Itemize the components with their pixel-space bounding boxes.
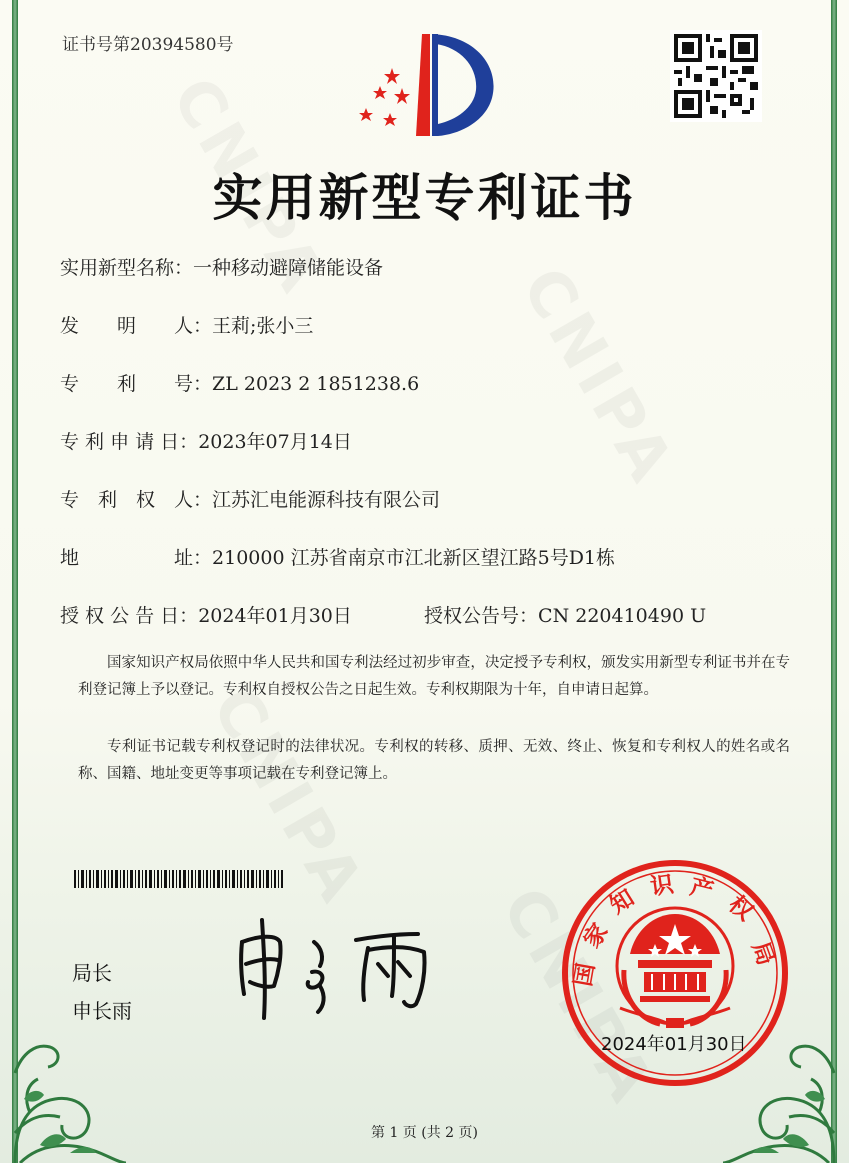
- field-grant-number: [424, 601, 706, 628]
- certificate-number: 证书号第20394580号: [62, 35, 234, 55]
- inventor-sep: ：: [193, 315, 213, 337]
- director-title: 局长: [72, 961, 112, 985]
- director-name: 申长雨: [72, 999, 132, 1023]
- model-name-label: 实用新型名称: [60, 257, 175, 279]
- svg-text:产: 产: [687, 873, 716, 905]
- field-filing-date: [60, 427, 352, 454]
- paragraph-legal-status: 专利证书记载专利权登记时的法律状况。专利权的转移、质押、无效、终止、恢复和专利权人的姓名或名称、国籍、地址变更等事项记载在专利登记簿上。: [78, 739, 790, 782]
- grant-number-sep: ：: [519, 605, 539, 627]
- seal-date: 2024年01月30日: [601, 1034, 747, 1055]
- director-signature-icon: [228, 912, 438, 1022]
- qr-code-icon: [670, 30, 762, 122]
- filing-date-value: 2023年07月14日: [198, 431, 352, 453]
- field-patent-number: [60, 369, 419, 396]
- patent-number-label: 专 利 号: [60, 373, 194, 395]
- svg-text:知: 知: [605, 884, 639, 920]
- certificate-title: 实用新型专利证书: [212, 169, 637, 227]
- svg-text:识: 识: [648, 871, 676, 901]
- field-patentee: [60, 485, 440, 512]
- grant-date-label: 授 权 公 告 日: [60, 605, 180, 627]
- filing-date-sep: ：: [179, 431, 199, 453]
- svg-text:国: 国: [570, 961, 600, 989]
- field-address: [60, 543, 615, 570]
- filing-date-label: 专 利 申 请 日: [60, 431, 180, 453]
- model-name-sep: ：: [174, 257, 194, 279]
- field-inventor: [60, 311, 313, 338]
- field-model-name: [60, 253, 383, 280]
- address-sep: ：: [193, 547, 213, 569]
- patentee-sep: ：: [193, 489, 213, 511]
- inventor-value: 王莉;张小三: [212, 315, 314, 337]
- svg-text:局: 局: [746, 938, 779, 969]
- patentee-label: 专 利 权 人: [60, 489, 194, 511]
- patent-number-value: ZL 2023 2 1851238.6: [212, 373, 420, 395]
- watermark-2: [508, 255, 690, 498]
- inventor-label: 发 明 人: [60, 315, 194, 337]
- patent-number-sep: ：: [193, 373, 213, 395]
- corner-ornament-right-icon: [719, 1013, 849, 1163]
- page-indicator: 第 1 页 (共 2 页): [371, 1125, 478, 1141]
- model-name-value: 一种移动避障储能设备: [193, 257, 384, 279]
- grant-date-sep: ：: [179, 605, 199, 627]
- patentee-value: 江苏汇电能源科技有限公司: [212, 489, 441, 511]
- address-label: 地 址: [60, 547, 194, 569]
- field-grant-date: [60, 601, 352, 628]
- grant-number-value: CN 220410490 U: [538, 605, 707, 627]
- cnipa-emblem-icon: [352, 28, 502, 143]
- svg-text:家: 家: [579, 919, 614, 953]
- address-value: 210000 江苏省南京市江北新区望江路5号D1栋: [212, 547, 616, 569]
- svg-text:权: 权: [723, 891, 758, 926]
- grant-number-label: 授权公告号: [424, 605, 520, 627]
- paragraph-grant-decision: 国家知识产权局依照中华人民共和国专利法经过初步审查，决定授予专利权，颁发实用新型专利证书并在专利登记簿上予以登记。专利权自授权公告之日起生效。专利权期限为十年，自申请日起算。: [78, 655, 790, 698]
- grant-date-value: 2024年01月30日: [198, 605, 352, 627]
- barcode-icon: [74, 870, 284, 888]
- corner-ornament-left-icon: [0, 1013, 130, 1163]
